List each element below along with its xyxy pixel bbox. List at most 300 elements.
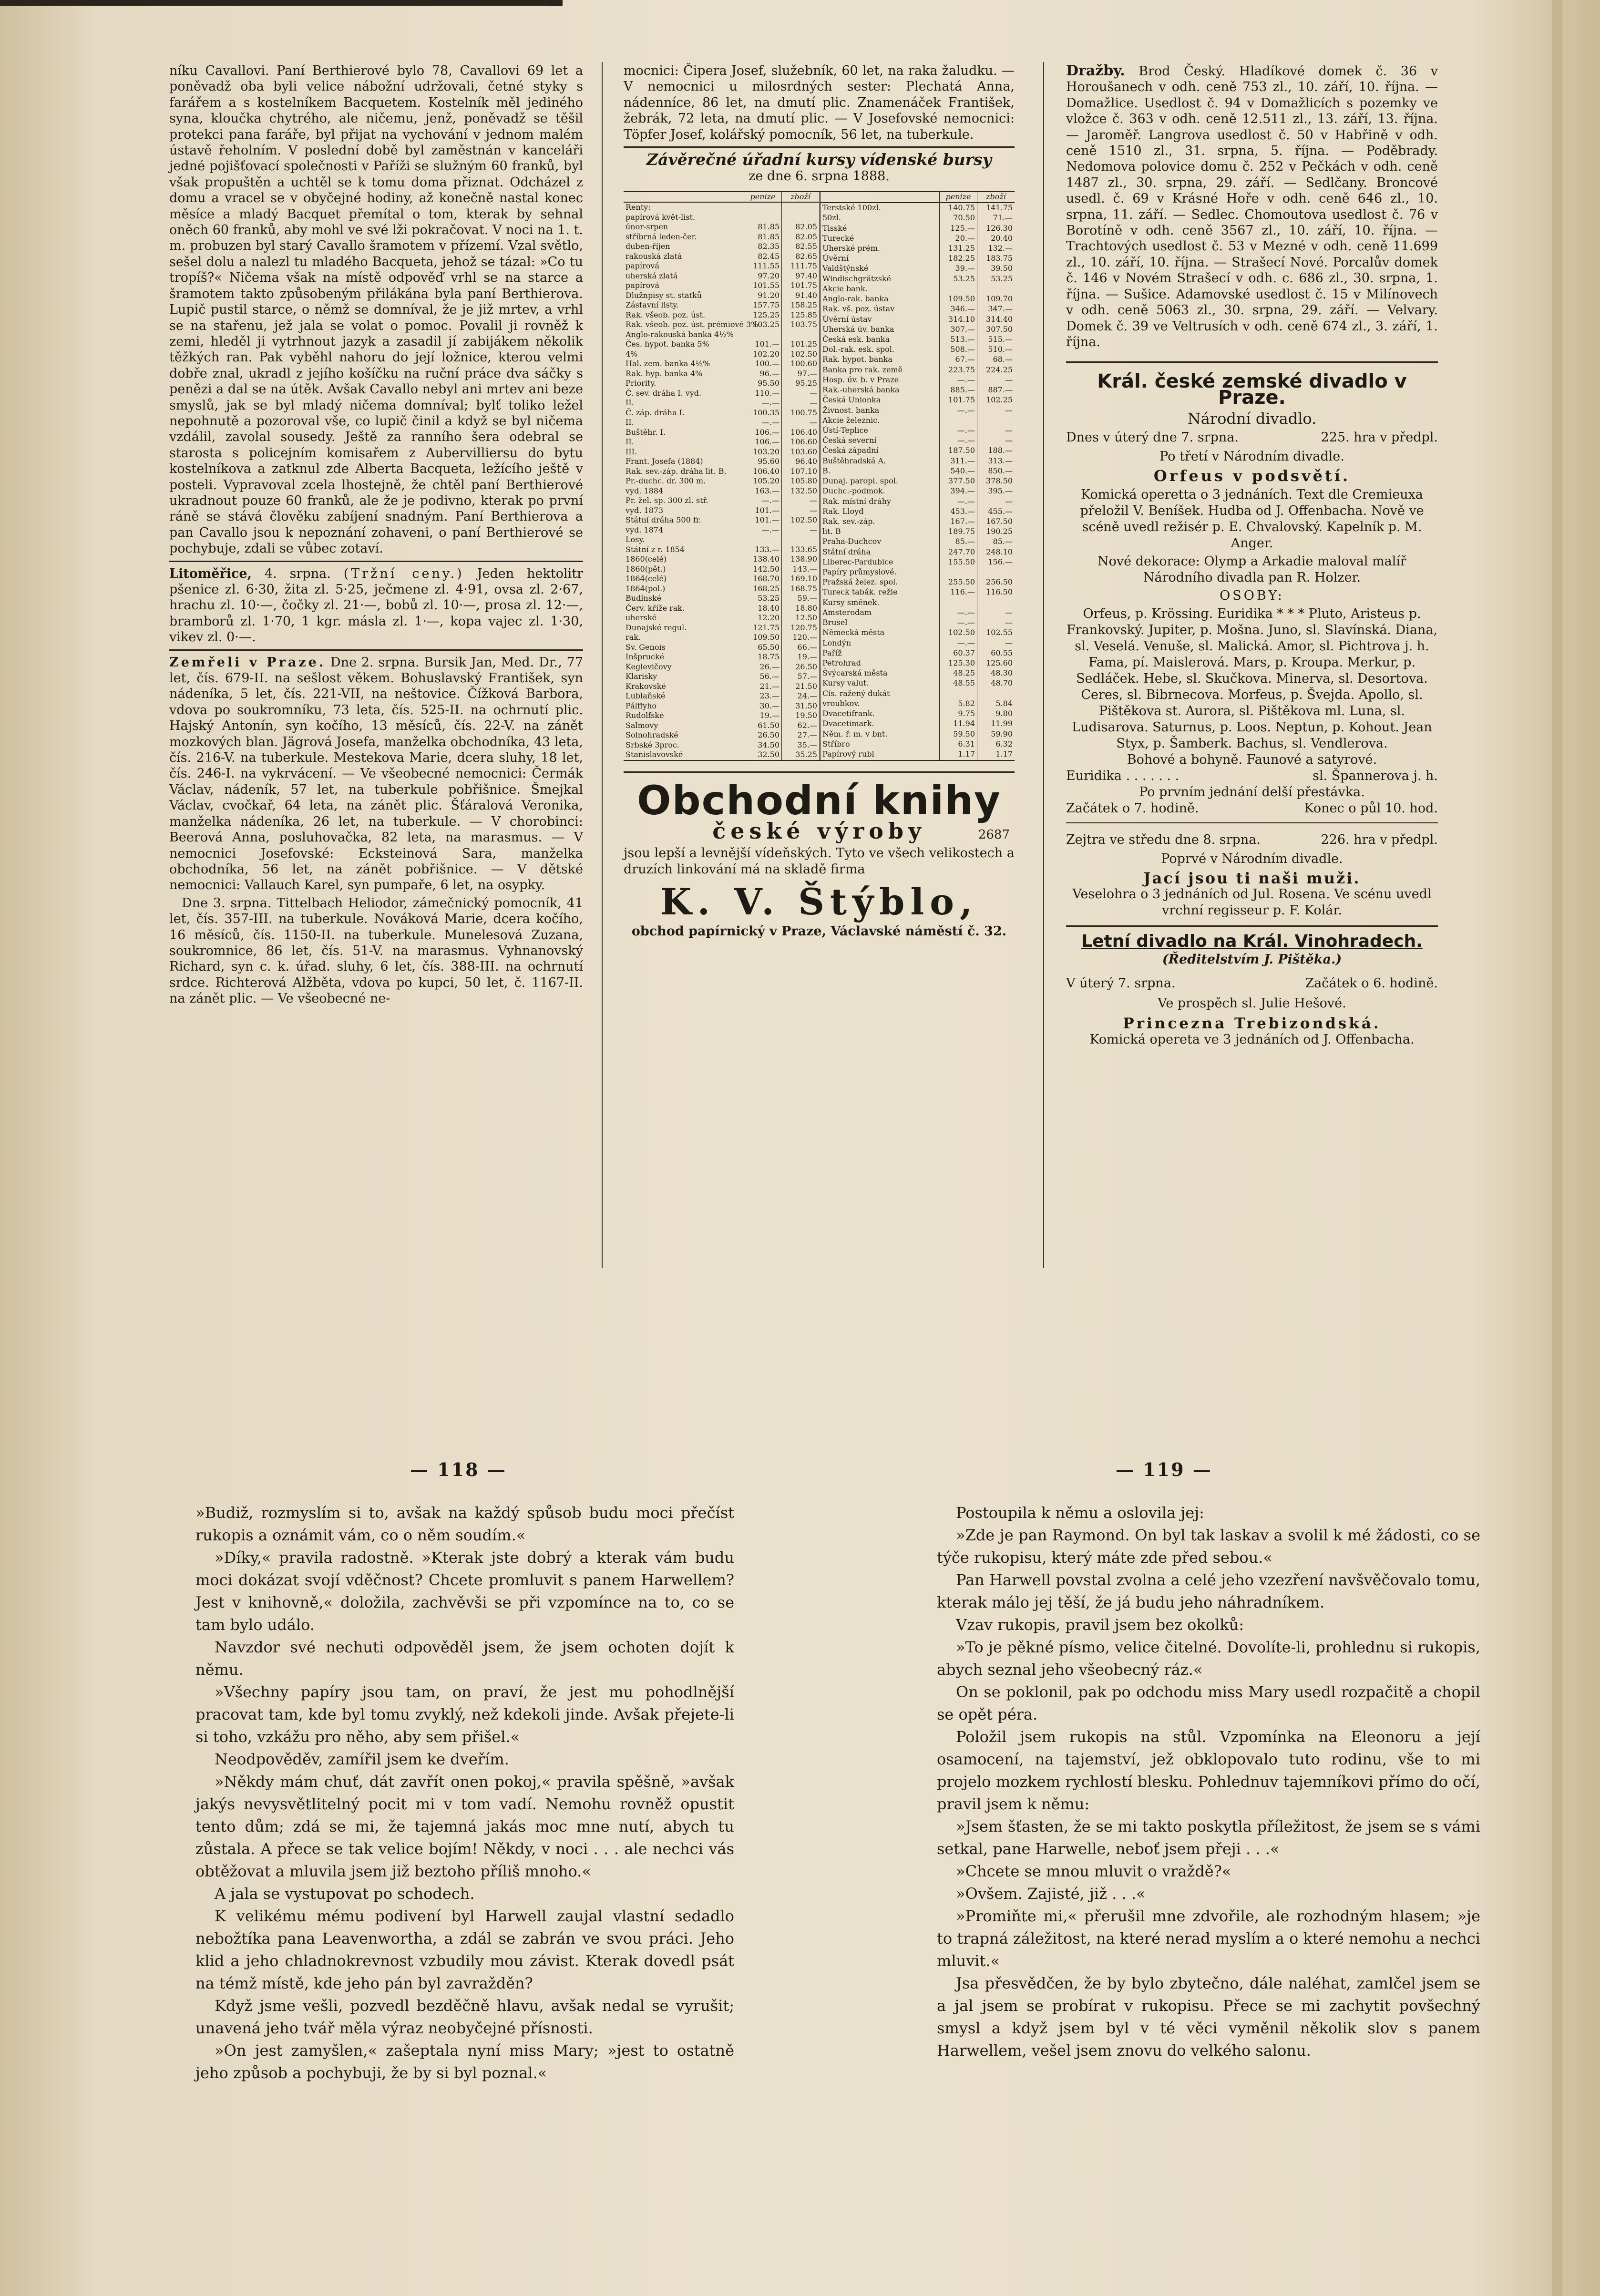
bursa-goods: 59.90 — [977, 729, 1015, 739]
bursa-label: Renty: — [626, 203, 651, 212]
bursa-goods: 168.75 — [782, 584, 820, 594]
bursa-goods: 6.32 — [977, 739, 1015, 749]
play-trebizond: Princezna Trebizondská. — [1123, 1015, 1381, 1033]
bursa-table-left: penize zboží Renty: papírová květ-list. únor-srpen 81.85 82.05 stříbrná leden-čer. 81.85 82.05 duben-říjen 82.35 82.55 rakouská zlatá 82.45 82.65 papírová 111.55 111.75 uherská zlatá 97.20 97.40 papírová 101.55 101.75 Dlužnpisy st. statků 91.20 91.40 Zástavní listy. 157.75 158.25 Rak. všeob. poz. úst. 125.25 125.85 Rak. všeob. poz. úst. prémiové 3% 103.25 103.75 Anglo-rakouská banka 4½% Čes. hypot. banka 5% 101.— 101.25 4% 102.20 102.50 Hal. zem. banka 4½% 100.— 100.60 Rak. hyp. banka 4% 96.— 97.— Priority. 95.50 95.25 Č. sev. dráha I. vyd. 110.— — II. —.— — Č. záp. dráha I. 100.35 100.75 II. —.— — Buštěhr. I. 106.— 106.40 II. 106.— 106.60 III. 103.20 103.60 Frant. Josefa (1884) 95.60 96.40 Rak. sev.-záp. dráha lit. B. 106.40 107.10 Pr.-duchc. dr. 300 m. 105.20 105.80 vyd. 1884 163.— 132.50 Pr. žel. sp. 300 zl. stř. —.— — vyd. 1873 101.— — Státní dráha 500 fr. 101.— 102.50 vyd. 1874 —.— — Losy. Státní z r. 1854 133.— 133.65 1860(celé) 138.40 138.90 1860(pět.) 142.50 143.— 1864(celé) 168.70 169.10 1864(pol.) 168.25 168.75 Budínské 53.25 59.— Červ. kříže rak. 18.40 18.80 uherské 12.20 12.50 Dunajské regul. 121.75 120.75 rak. 109.50 120.— Sv. Genois 65.50 66.— Inšprucké 18.75 19.— Keglevičovy 26.— 26.50 Klarisky 56.— 57.— Krakovské 21.— 21.50 Lublaňské 23.— 24.— Pálffyho 30.— 31.50 Rudolfské 19.— 19.50 Salmovy 61.50 62.— Solnohradské 26.50 27.— Srbské 3proc. 34.50 35.— Stanislavovské 32.50 35.25 — [624, 192, 819, 760]
bursa-row — [624, 535, 819, 545]
bursa-goods: 224.25 — [977, 365, 1015, 375]
bursa-goods: 97.40 — [782, 271, 820, 281]
bursa-label: Buštěhradská A. — [822, 456, 886, 465]
bursa-goods: 97.— — [782, 369, 820, 379]
column-separator — [1043, 62, 1044, 1268]
bursa-money: 142.50 — [744, 564, 782, 574]
bursa-money: —.— — [940, 638, 977, 648]
bursa-label: Amsterodam — [822, 607, 872, 617]
bursa-goods: 27.— — [782, 730, 820, 740]
bursa-money: 103.20 — [744, 447, 782, 457]
bursa-goods: 106.60 — [782, 437, 820, 447]
page-fold-shadow — [1552, 0, 1562, 2296]
bursa-goods: 101.25 — [782, 339, 820, 349]
bursa-row — [624, 222, 819, 232]
bursa-goods: 66.— — [782, 643, 820, 653]
bursa-money: 53.25 — [744, 594, 782, 604]
bursa-label: uherská zlatá — [626, 271, 678, 280]
bursa-row — [624, 408, 819, 418]
bursa-money: 20.— — [940, 234, 977, 244]
bursa-money — [940, 416, 977, 426]
bursa-label: Živnost. banka — [822, 405, 880, 415]
novel-paragraph: »Ovšem. Zajisté, již . . .« — [956, 1885, 1146, 1903]
bursa-money: —.— — [940, 436, 977, 446]
bursa-row — [624, 613, 819, 623]
bursa-money: 100.— — [744, 359, 782, 369]
bursa-label: 50zl. — [822, 213, 841, 223]
bursa-row — [624, 271, 819, 281]
bursa-label: Kursy valut. — [822, 678, 869, 688]
bursa-goods: 313.— — [977, 456, 1015, 466]
divider — [1066, 361, 1438, 363]
bursa-goods: — — [782, 418, 820, 428]
bursa-row — [624, 330, 819, 340]
bursa-money: —.— — [744, 418, 782, 428]
bursa-goods: 19.— — [782, 652, 820, 662]
litomerice-head: Litoměřice, — [169, 566, 252, 581]
bursa-goods: — — [977, 436, 1015, 446]
bursa-row — [820, 254, 1015, 264]
bursa-goods: 111.75 — [782, 261, 820, 271]
bursa-label: Dunajské regul. — [626, 623, 687, 632]
bursa-row — [624, 506, 819, 516]
bursa-money: 23.— — [744, 691, 782, 701]
bursa-goods: 107.10 — [782, 467, 820, 477]
bursa-goods: 167.50 — [977, 517, 1015, 527]
bursa-row — [820, 335, 1015, 345]
bursa-money: 109.50 — [744, 633, 782, 643]
bursa-goods: 102.50 — [782, 349, 820, 359]
bursa-goods: 82.05 — [782, 232, 820, 242]
bursa-goods: 31.50 — [782, 701, 820, 711]
bursa-money: 26.— — [744, 662, 782, 672]
bursa-row — [820, 395, 1015, 405]
bursa-goods: 106.40 — [782, 428, 820, 438]
bursa-label: Windischgrätzské — [822, 274, 892, 283]
bursa-label: Česká západní — [822, 446, 879, 455]
column-news-left — [169, 63, 583, 1009]
theatre-title: Král. české zemské divadlo v Praze. — [1097, 370, 1407, 409]
ad-address: obchod papírnický v Praze, Václavské náměstí č. 32. — [631, 924, 1007, 939]
bursa-goods: 169.10 — [782, 574, 820, 584]
bursa-row — [820, 456, 1015, 466]
bursa-title: Závěrečné úřadní kursy vídenské bursy — [646, 150, 992, 169]
bursa-money — [744, 213, 782, 223]
bursa-goods: 378.50 — [977, 476, 1015, 486]
bursa-row — [820, 345, 1015, 355]
bursa-goods — [782, 202, 820, 213]
bursa-goods: 395.— — [977, 486, 1015, 496]
bursa-label: Uherská úv. banka — [822, 324, 894, 334]
bursa-row — [820, 355, 1015, 365]
bursa-label: Paříž — [822, 648, 842, 657]
bursa-label: Petrohrad — [822, 658, 861, 667]
bursa-money: 5.82 — [940, 699, 977, 709]
bursa-row — [820, 284, 1015, 294]
bursa-label: Hosp. úv. b. v Praze — [822, 375, 899, 384]
bursa-money: 81.85 — [744, 232, 782, 242]
bursa-row — [624, 457, 819, 467]
bursa-money: 163.— — [744, 486, 782, 496]
bursa-money: —.— — [940, 426, 977, 436]
bursa-label: Něm. ř. m. v bnt. — [822, 729, 888, 738]
bursa-row — [624, 711, 819, 721]
bursa-label: Rak. hyp. banka 4% — [626, 369, 703, 378]
bursa-label: Pr. žel. sp. 300 zl. stř. — [626, 496, 708, 505]
crime-report: níku Cavallovi. Paní Berthierové bylo 78, Cavallovi 69 let a poněvadž oba byli velice nábožní udržovali, četné styky s farářem a s kostelníkem Bacquetem. Kostelník měl jediného syna, kloučka chytrého, ale ničemu, jenž, poněvadž se těšil protekci pana faráře, byl přijat na vychování v jednom malém ústavě řeholním. V poslední době byl zaměstnán v kanceláři jedné pojišťovací společnosti v Paříži se služným 60 franků, byl však propuštěn a uchtěl se k tomu doma přiznat. Odcházel z domu a vracel se v obyčejné hodiny, až konečně nastal konec měsíce a mladý Bacquet přemítal o tom, kterak by sehnal oněch 60 franků, aby mohl ve své lži pokračovat. V noci na 1. t. m. probuzen byl starý Cavallo šramotem v přízemí. Vzal světlo, sešel dolu a nalezl tu mladého Bacqueta, jehož se tázal: »Co tu tropíš?« Ničema však na místě odpověď vrhl se na starce a šramotem takto způsobeným přilákána byla paní Berthierova. Lupič pustil starce, o němž se domníval, že je již mrtev, a vrhl se na stařenu, jež jala se volat o pomoc. Povalil ji rovněž k zemi, hleděl ji vytrhnout jazyk a zasadil jí zabijákem několik těžkých ran. Pak vyběhl nahoru do její ložnice, kterou velmi dobře znal, ukradl z jejího košíčku na ruční práce dva sáčky s penězi a dal se na útěk. Avšak Cavallo nebyl ani mrtev ani beze smyslů, jak se byl mladý ničema domníval; bylť toliko ležel nepohnutě a pozoroval vše, co lupič činil a když se byl ničema vzdálil, zavolal sousedy. Ještě za ranního šera odebral se starosta s policejním komisařem z Aubervilliersu do bytu kostelníkova a zatknul zde Alberta Bacqueta, ležícího ještě v posteli. Vypravoval zcela lhostejně, že chtěl paní Berthierové ukradnout pouze 60 franků, ale že je podivno, kterak po první ráně se stává člověku zabíjení snadným. Paní Berthierova a pan Cavallo jsou k nepoznání zohaveni, o paní Berthierové se pochybuje, zdali se vůbec zotaví. — [169, 63, 583, 556]
bursa-row — [820, 426, 1015, 436]
bursa-goods: 158.25 — [782, 300, 820, 310]
ad-firm-name: K. V. Štýblo, — [660, 881, 978, 923]
bursa-row — [624, 389, 819, 399]
bursa-row — [624, 398, 819, 408]
bursa-label: 1864(pol.) — [626, 584, 666, 593]
bursa-row — [820, 476, 1015, 486]
bursa-label: Priority. — [626, 379, 656, 388]
bursa-goods: 59.— — [782, 594, 820, 604]
bursa-money: 346.— — [940, 304, 977, 314]
bursa-label: Hal. zem. banka 4½% — [626, 359, 710, 369]
bursa-row — [820, 436, 1015, 446]
bursa-row — [624, 242, 819, 252]
bursa-row — [624, 623, 819, 633]
novel-paragraph: »On jest zamyšlen,« zašeptala nyní miss Mary; »jest to ostatně jeho způsob a pochybuji, že by si byl poznal.« — [195, 2041, 734, 2082]
bursa-row — [624, 584, 819, 594]
bursa-money: 116.— — [940, 587, 977, 597]
bursa-label: Duchc.-podmok. — [822, 486, 885, 496]
bursa-money: —.— — [940, 406, 977, 416]
bursa-row — [820, 557, 1015, 567]
bursa-row — [624, 418, 819, 428]
ad-text: jsou lepší a levnější vídeňských. Tyto ve všech velikostech a druzích linkování má na skladě firma — [624, 846, 1015, 877]
bursa-label: vroubkov. — [822, 698, 860, 708]
bursa-goods: 100.75 — [782, 408, 820, 418]
bursa-money: —.— — [744, 496, 782, 506]
bursa-row — [820, 486, 1015, 496]
bursa-label: Keglevičovy — [626, 662, 672, 671]
deaths-continued: mocnici: Čipera Josef, služebník, 60 let, na raka žaludku. — V nemocnici u milosrdných sester: Plechatá Anna, nádenníce, 86 let, na dmutí plic. Znamenáček František, žebrák, 72 leta, na dmutí plic. — V Josefovské nemocnici: Töpfer Josef, kolářský pomocník, 56 let, na tuberkule. — [624, 63, 1015, 142]
bursa-money: 885.— — [940, 385, 977, 395]
bursa-goods: 510.— — [977, 345, 1015, 355]
bursa-goods: 126.30 — [977, 224, 1015, 234]
bursa-goods — [977, 689, 1015, 699]
bursa-money: 110.— — [744, 389, 782, 399]
bursa-label: Brusel — [822, 618, 848, 627]
bursa-goods: 256.50 — [977, 577, 1015, 587]
bursa-row — [820, 537, 1015, 547]
bursa-goods: 102.50 — [782, 515, 820, 525]
novel-paragraph: »Všechny papíry jsou tam, on praví, že jest mu pohodlnější pracovat tam, kde byl tomu zvyklý, než kdekoli jinde. Avšak přejete-li si toho, vzkážu pro něho, aby sem přišel.« — [195, 1683, 734, 1746]
bursa-money — [940, 598, 977, 608]
bursa-row — [820, 497, 1015, 507]
bursa-label: Úvěrní ústav — [822, 314, 872, 324]
bursa-label: Rak. vš. poz. ústav — [822, 304, 895, 314]
bursa-row — [820, 678, 1015, 688]
novel-paragraph: »Promiňte mi,« přerušil mne zdvořile, ale rozhodným hlasem; »je to trapná záležitost, na které nerad myslím a o které nemohu a nechci mluvit.« — [937, 1907, 1480, 1970]
bursa-label: 1860(pět.) — [626, 564, 666, 574]
bursa-row — [820, 658, 1015, 668]
bursa-row — [624, 252, 819, 262]
bursa-row — [820, 709, 1015, 719]
column-news-middle — [624, 63, 1015, 940]
bursa-goods: 188.— — [977, 446, 1015, 456]
bursa-money: —.— — [940, 497, 977, 507]
bursa-goods: 133.65 — [782, 545, 820, 555]
bursa-goods — [782, 535, 820, 545]
bursa-label: uherské — [626, 613, 657, 623]
bursa-row — [624, 447, 819, 457]
bursa-goods: 515.— — [977, 335, 1015, 345]
deaths-report-2: Dne 3. srpna. Tittelbach Heliodor, zámečnický pomocník, 41 let, čís. 357-III. na tuberkule. Nováková Marie, dcera kočího, 16 měsíců, čís. 1150-II. na tuberkule. Munelesová Zuzana, soukromnice, 86 let, čís. 51-V. na marasmus. Vyhnanovský Richard, syn c. k. úřad. sluhy, 6 let, čís. 388-III. na ochrnutí srdce. Richterová Alžběta, vdova po kupci, 50 let, č. 1167-II. na zánět plic. — Ve všeobecné ne- — [169, 895, 583, 1006]
bursa-money: 97.20 — [744, 271, 782, 281]
bursa-goods: 91.40 — [782, 291, 820, 301]
bursa-row — [820, 203, 1015, 213]
bursa-label: rakouská zlatá — [626, 251, 682, 261]
bursa-label: 4% — [626, 349, 638, 359]
bursa-label: Turecké — [822, 233, 854, 243]
bursa-goods: 9.80 — [977, 709, 1015, 719]
novel-paragraph: Navzdor své nechuti odpověděl jsem, že jsem ochoten dojít k němu. — [195, 1638, 734, 1679]
bursa-label: Úvěrní — [822, 254, 849, 263]
bursa-label: Pr.-duchc. dr. 300 m. — [626, 476, 706, 486]
bursa-goods: — — [977, 375, 1015, 385]
deaths-report: Zemřeli v Praze. Dne 2. srpna. Bursik Jan, Med. Dr., 77 let, čís. 679-II. na sešlost věkem. Bohuslavský František, syn nádeníka, 5 let, čís. 221-VII, na neštovice. Čížková Barbora, vdova po soukromníku, 73 leta, čís. 525-II. na ochrnutí plic. Hajský Antonín, syn kočího, 13 měsíců, čís. 22-V. na zánět mozkových blan. Jägrová Josefa, manželka obchodníka, 43 leta, čís. 216-V. na tuberkule. Mestekova Marie, dcera sluhy, 18 let, čís. 246-I. na vykrvácení. — Ve všeobecné nemocnici: Čermák Václav, nádeník, 57 let, na tuberkule pobřišnice. Šmejkal Václav, cvočkař, 64 leta, na zánět plic. Šťáralová Veronika, manželka nádeníka, 26 let, na tuberkule. — V chorobinci: Beerová Anna, posluhovačka, 82 leta, na marasmus. — V nemocnici Josefovské: Ecksteinová Sara, manželka obchodníka, 56 let, na zánět pobřišnice. — V dětské nemocnici: Vallauch Karel, syn pumpaře, 6 let, na osypky. — [169, 655, 584, 893]
bursa-label: Sv. Genois — [626, 642, 666, 652]
bursa-money: 131.25 — [940, 244, 977, 254]
bursa-money: 85.— — [940, 537, 977, 547]
bursa-label: vyd. 1873 — [626, 505, 664, 515]
novel-paragraph: Neodpověděv, zamířil jsem ke dveřím. — [215, 1750, 509, 1768]
bursa-money: 508.— — [940, 345, 977, 355]
bursa-money — [744, 330, 782, 340]
bursa-row — [624, 369, 819, 379]
bursa-label: Valdštýnské — [822, 264, 869, 273]
bursa-money: 311.— — [940, 456, 977, 466]
bursa-goods: — — [977, 406, 1015, 416]
bursa-label: Česká severní — [822, 436, 877, 445]
bursa-goods: 48.30 — [977, 668, 1015, 678]
bursa-row — [820, 224, 1015, 234]
bursa-label: rak. — [626, 633, 641, 642]
bursa-money: —.— — [940, 618, 977, 628]
bursa-row — [624, 594, 819, 604]
bursa-label: Čes. hypot. banka 5% — [626, 339, 709, 349]
bursa-row — [624, 202, 819, 213]
bursa-money: 189.75 — [940, 527, 977, 537]
bursa-goods: 100.60 — [782, 359, 820, 369]
bursa-label: Rudolfské — [626, 711, 664, 720]
bursa-goods: 850.— — [977, 466, 1015, 476]
bursa-row — [624, 320, 819, 330]
bursa-money: 96.— — [744, 369, 782, 379]
page-number-left: — 118 — — [410, 1459, 507, 1480]
bursa-tables — [624, 191, 1015, 761]
divider — [169, 649, 583, 651]
bursa-goods — [977, 598, 1015, 608]
bursa-money: 53.25 — [940, 274, 977, 284]
bursa-label: Rak. sev.-záp. dráha lit. B. — [626, 466, 727, 476]
bursa-row — [624, 300, 819, 310]
bursa-label: Anglo-rak. banka — [822, 294, 889, 304]
novel-paragraph: »Někdy mám chuť, dát zavřít onen pokoj,« pravila spěšně, »avšak jakýs nevysvětlitelný pocit mi v tom vadí. Nemohu rovněž opustit tento dům; zdá se mi, že tajemná jakás moc mne nutí, abych tu zůstala. A přece se tak velice bojím! Někdy, v noci . . . ale nechci vás obtěžovat a mluvila jsem již beztoho příliš mnoho.« — [195, 1773, 734, 1880]
bursa-goods: 102.55 — [977, 628, 1015, 638]
bursa-goods: 19.50 — [782, 711, 820, 721]
litomerice-market: Litoměřice, 4. srpna. (Tržní ceny.) Jeden hektolitr pšenice zl. 6·30, žita zl. 5·25, ječmene zl. 4·91, ovsa zl. 2·67, hrachu zl. 10·—, čočky zl. 21·—, bobů zl. 10·—, prosa zl. 12·—, bramborů zl. 1·70, 1 kgr. másla zl. 1·—, kopa vajec zl. 1·30, vikev zl. 0·—. — [169, 566, 583, 645]
bursa-row — [624, 437, 819, 447]
bursa-goods: — — [977, 638, 1015, 648]
bursa-row — [624, 643, 819, 653]
divider — [169, 561, 583, 562]
bursa-money: 540.— — [940, 466, 977, 476]
novel-paragraph: Položil jsem rukopis na stůl. Vzpomínka na Eleonoru a její osamocení, na tajemství, jež obklopovalo tuto rodinu, vše to mi projelo mozkem rychlostí blesku. Pohlednuv tajemníkovi přímo do očí, pravil jsem k němu: — [937, 1728, 1480, 1813]
bursa-label: lit. B — [822, 527, 841, 536]
bursa-row — [820, 719, 1015, 729]
bursa-goods: 26.50 — [782, 662, 820, 672]
bursa-money: 59.50 — [940, 729, 977, 739]
bursa-money: 101.55 — [744, 281, 782, 291]
bursa-label: Buštěhr. I. — [626, 427, 666, 437]
bursa-label: Tureck tabák. režie — [822, 587, 898, 597]
bursa-money: 109.50 — [940, 294, 977, 304]
bursa-row — [820, 274, 1015, 284]
cast-list: Orfeus, p. Krössing. Euridika * * * Pluto, Aristeus p. Frankovský. Jupiter, p. Mošna. Juno, sl. Slavínská. Diana, sl. Veselá. Venuše, sl. Malická. Amor, sl. Pichtrova j. h. Fama, pí. Maislerová. Mars, p. Kroupa. Merkur, p. Sedláček. Hebe, sl. Skučkova. Minerva, sl. Desortova. Ceres, sl. Bibrnecova. Morfeus, p. Švejda. Apollo, sl. Pištěkova st. Aurora, sl. Pištěkova ml. Luna, sl. Ludisarova. Saturnus, p. Loos. Neptun, p. Kohout. Jean Styx, p. Šamberk. Bachus, sl. Vendlerova. — [1066, 606, 1438, 751]
bursa-label: Praha-Duchcov — [822, 537, 882, 546]
bursa-goods: — — [782, 525, 820, 535]
bursa-row — [624, 476, 819, 486]
bursa-money: 155.50 — [940, 557, 977, 567]
bursa-goods: — — [782, 496, 820, 506]
bursa-row — [624, 291, 819, 301]
bursa-row — [624, 359, 819, 369]
novel-paragraph: »Jsem šťasten, že se mi takto poskytla příležitost, že jsem se s vámi setkal, pane Harwelle, neboť jsem přeji . . .« — [937, 1817, 1480, 1858]
bursa-label: Dlužnpisy st. statků — [626, 290, 702, 300]
bursa-money: 19.— — [744, 711, 782, 721]
ad-subtitle: české výroby — [712, 818, 926, 844]
novel-paragraph: Pan Harwell povstal zvolna a celé jeho vzezření navšvěčovalo tomu, kterak málo jej těší, že já budu jeho náhradníkem. — [937, 1571, 1480, 1611]
bursa-money: 157.75 — [744, 300, 782, 310]
bursa-label: Srbské 3proc. — [626, 740, 680, 749]
bursa-money: 32.50 — [744, 750, 782, 760]
bursa-goods: 105.80 — [782, 476, 820, 486]
bursa-money: 95.60 — [744, 457, 782, 467]
bursa-money: 67.— — [940, 355, 977, 365]
bursa-row — [624, 486, 819, 496]
bursa-row — [624, 261, 819, 271]
bursa-goods: 248.10 — [977, 547, 1015, 557]
novel-paragraph: »Chcete se mnou mluvit o vraždě?« — [956, 1862, 1231, 1880]
bursa-label: 1860(celé) — [626, 554, 667, 564]
bursa-money: 48.25 — [940, 668, 977, 678]
bursa-row — [820, 244, 1015, 254]
bursa-money: 453.— — [940, 507, 977, 517]
bursa-money: 26.50 — [744, 730, 782, 740]
bursa-row — [624, 730, 819, 740]
bursa-label: Krakovské — [626, 681, 666, 691]
bursa-row — [624, 652, 819, 662]
bursa-money: —.— — [744, 398, 782, 408]
bursa-money: 187.50 — [940, 446, 977, 456]
bursa-table-right: penize zboží Terstské 100zl. 140.75 141.75 50zl. 70.50 71.— Tisské 125.— 126.30 Turecké 20.— 20.40 Uherské prém. 131.25 132.— Úvěrní 182.25 183.75 Valdštýnské 39.— 39.50 Windischgrätzské 53.25 53.25 Akcie bank. Anglo-rak. banka 109.50 109.70 Rak. vš. poz. ústav 346.— 347.— Úvěrní ústav 314.10 314.40 Uherská úv. banka 307.— 307.50 Česká esk. banka 513.— 515.— Dol.-rak. esk. spol. 508.— 510.— Rak. hypot. banka 67.— 68.— Banka pro rak. země 223.75 224.25 Hosp. úv. b. v Praze —.— — Rak.-uherská banka 885.— 887.— Česká Unionka 101.75 102.25 Živnost. banka —.— — Akcie železnic. Ústí-Teplice —.— — Česká severní —.— — Česká západní 187.50 188.— Buštěhradská A. 311.— 313.— B. 540.— 850.— Dunaj. paropl. spol. 377.50 378.50 Duchc.-podmok. 394.— 395.— Rak. místní dráhy —.— — Rak. Lloyd 453.— 455.— Rak. sev.-záp. 167.— 167.50 lit. B 189.75 190.25 Praha-Duchcov 85.— 85.— Státní dráha 247.70 248.10 Liberec-Pardubice 155.50 156.— Papíry průmyslové. Pražská želez. spol. 255.50 256.50 Tureck tabák. režie 116.— 116.50 Kursy směnek. Amsterodam —.— — Brusel —.— — Německá města 102.50 102.55 Londýn —.— — Paříž 60.37 60.55 Petrohrad 125.30 125.60 Švýcarská města 48.25 48.30 Kursy valut. 48.55 48.70 Cís. ražený dukát vroubkov. 5.82 5.84 Dvacetifrank. 9.75 9.80 Dvacetimark. 11.94 11.99 Něm. ř. m. v bnt. 59.50 59.90 Stříbro 6.31 6.32 Papírový rubl 1.17 1.17 — [819, 192, 1015, 760]
bursa-money: 61.50 — [744, 721, 782, 731]
bursa-goods: 101.75 — [782, 281, 820, 291]
bursa-goods: — — [977, 426, 1015, 436]
auctions: Dražby. Brod Český. Hladíkové domek č. 36 v Horoušanech v odh. ceně 753 zl., 10. září, 10. října. — Domažlice. Usedlost č. 94 v Domažlicích s pozemky ve vložce č. 363 v odh. ceně 12.511 zl., 13. září, 13. října. — Jaroměř. Langrova usedlost č. 50 v Habřině v odh. ceně 1510 zl., 31. srpna, 5. října. — Poděbrady. Nedomova polovice domu č. 252 v Pečkách v odh. ceně 1487 zl., 30. srpna, 29. září. — Sedlčany. Broncové usedl. č. 69 v Krásné Hoře v odh. ceně 646 zl., 10. srpna, 11. září. — Sedlec. Chomoutova usedlost č. 76 v Borotíně v odh. ceně 3567 zl., 10. září, 10. října. — Trachtových usedlost č. 53 v Mezné v odh. ceně 11.699 zl., 10. září, 10. října. — Strašecí Nové. Porcalův domek č. 146 v Novém Strašecí v odh. c. 686 zl., 30. srpna, 1. října. — Sušice. Adamovské usedlost č. 15 v Milínovech v odh. ceně 5063 zl., 30. srpna, 29. září. — Velvary. Domek č. 39 ve Veltrusích v odh. ceně 674 zl., 3. září, 1. října. — [1066, 62, 1438, 349]
bursa-label: Londýn — [822, 638, 851, 647]
bursa-goods — [977, 284, 1015, 294]
bursa-row — [820, 466, 1015, 476]
bursa-goods: 21.50 — [782, 682, 820, 692]
bursa-goods: 82.55 — [782, 242, 820, 252]
bursa-row — [624, 633, 819, 643]
bursa-row — [820, 577, 1015, 587]
bursa-label: papírová — [626, 261, 659, 271]
bursa-goods: 20.40 — [977, 234, 1015, 244]
bursa-label: vyd. 1874 — [626, 525, 664, 534]
bursa-goods: 138.90 — [782, 554, 820, 564]
bursa-row — [624, 682, 819, 692]
bursa-money: 11.94 — [940, 719, 977, 729]
bursa-row — [820, 507, 1015, 517]
bursa-row — [624, 379, 819, 389]
bursa-row — [624, 564, 819, 574]
novel-paragraph: »Zde je pan Raymond. On byl tak laskav a svolil k mé žádosti, co se týče rukopisu, který máte zde před sebou.« — [937, 1526, 1480, 1567]
bursa-label: Pálffyho — [626, 701, 657, 710]
bursa-money: 314.10 — [940, 315, 977, 325]
bursa-money: 138.40 — [744, 554, 782, 564]
bursa-money: 125.25 — [744, 310, 782, 320]
divider — [624, 146, 1015, 148]
bursa-money: 168.25 — [744, 584, 782, 594]
bursa-goods: 455.— — [977, 507, 1015, 517]
bursa-money: 9.75 — [940, 709, 977, 719]
bursa-goods: — — [977, 497, 1015, 507]
bursa-money — [940, 689, 977, 699]
bursa-money: 39.— — [940, 264, 977, 274]
novel-paragraph: K velikému mému podivení byl Harwell zaujal vlastní sedadlo nebožtíka pana Leavenwortha, a zdál se zabrán ve svou práci. Jeho klid a jeho chladnokrevnost vzbudily mou závist. Kterak dovedl psát na témž místě, kde jeho pán byl zavražděn? — [195, 1907, 734, 1992]
bursa-goods: 143.— — [782, 564, 820, 574]
bursa-row — [820, 689, 1015, 699]
bursa-money: 121.75 — [744, 623, 782, 633]
bursa-label: Č. záp. dráha I. — [626, 408, 685, 417]
novel-page-right — [937, 1502, 1480, 2062]
bursa-goods: — — [977, 608, 1015, 618]
bursa-row — [820, 648, 1015, 658]
bursa-goods: 82.05 — [782, 222, 820, 232]
bursa-label: Ústí-Teplice — [822, 425, 868, 435]
bursa-row — [820, 567, 1015, 577]
bursa-label: vyd. 1884 — [626, 486, 664, 495]
bursa-label: Salmovy — [626, 720, 658, 730]
bursa-goods: 109.70 — [977, 294, 1015, 304]
bursa-money: 133.— — [744, 545, 782, 555]
bursa-row — [624, 428, 819, 438]
auctions-head: Dražby. — [1066, 62, 1125, 79]
bursa-label: Akcie bank. — [822, 284, 868, 293]
bursa-goods: 125.85 — [782, 310, 820, 320]
bursa-money: 1.17 — [940, 749, 977, 760]
bursa-label: Dvacetifrank. — [822, 709, 875, 718]
bursa-money: 377.50 — [940, 476, 977, 486]
bursa-row — [820, 618, 1015, 628]
bursa-goods: 96.40 — [782, 457, 820, 467]
top-rule — [0, 0, 563, 6]
bursa-row — [624, 213, 819, 223]
